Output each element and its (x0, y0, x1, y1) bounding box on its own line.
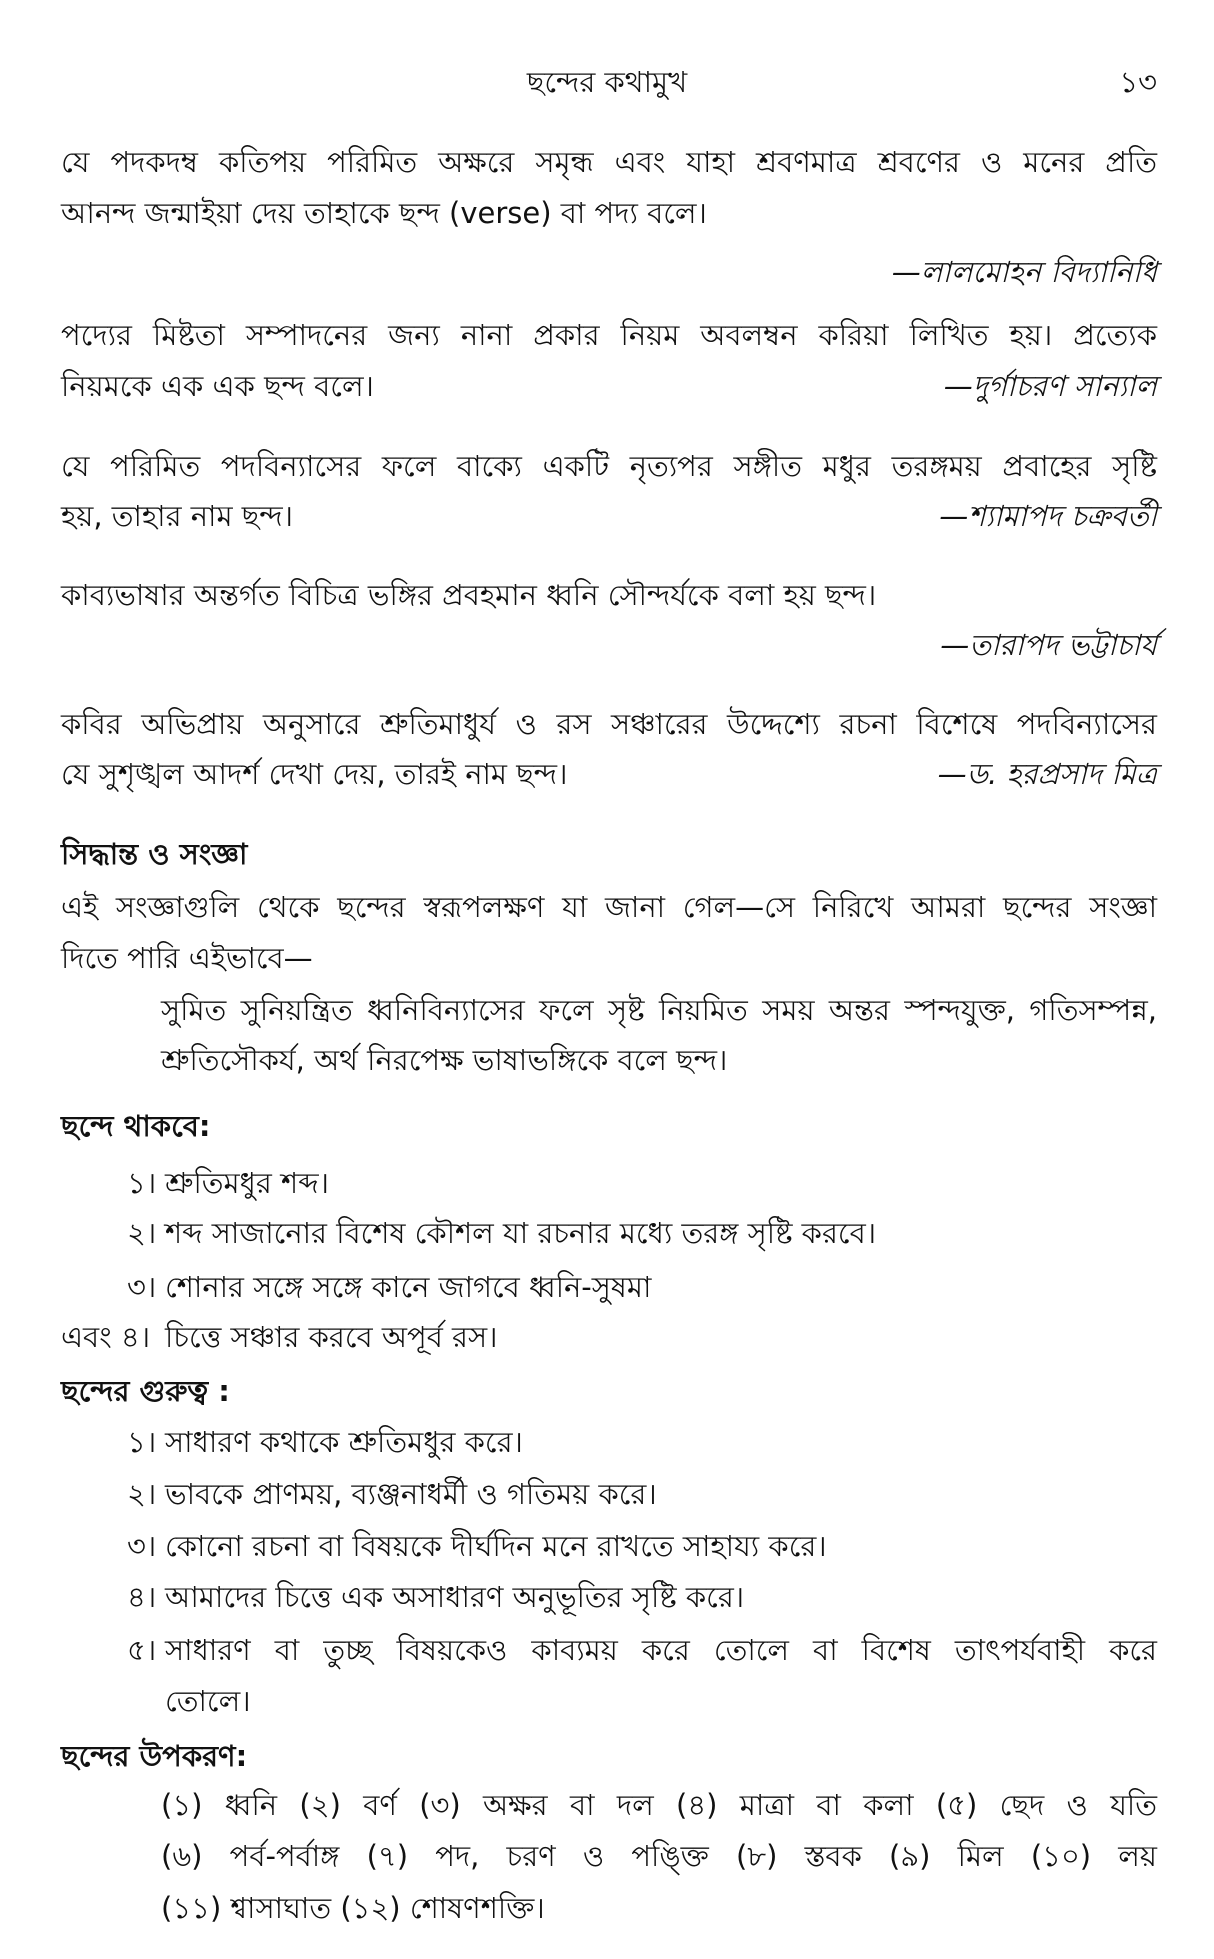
text-line: দিতে পারি এইভাবে— (61, 941, 313, 975)
text-line: এই সংজ্ঞাগুলি থেকে ছন্দের স্বরূপলক্ষণ যা জানা গেল—সে নিরিখে আমরা ছন্দের সংজ্ঞা (61, 890, 1157, 924)
text-line: নিয়মকে এক এক ছন্দ বলে। (61, 369, 374, 403)
running-title: ছন্দের কথামুখ (526, 65, 688, 99)
text-line: আনন্দ জন্মাইয়া দেয় তাহাকে ছন্দ (verse) বা পদ্য বলে। (61, 196, 707, 230)
item-number: ৫। (127, 1633, 157, 1667)
author-attribution: —তারাপদ ভট্টাচার্য (940, 628, 1157, 662)
item-number: ২। (127, 1216, 157, 1250)
item-text: সাধারণ বা তুচ্ছ বিষয়কেও কাব্যময় করে তোলে বা বিশেষ তাৎপর্যবাহী করে (165, 1633, 1157, 1667)
author-attribution: —ড. হরপ্রসাদ মিত্র (937, 757, 1157, 791)
item-number: ৩। (127, 1529, 157, 1563)
section-heading: ছন্দের উপকরণ: (61, 1739, 248, 1773)
page-number: ১৩ (1119, 65, 1157, 99)
text-line: (৬) পর্ব-পর্বাঙ্গ (৭) পদ, চরণ ও পঙ্ক্তি (৮) স্তবক (৯) মিল (১০) লয় (161, 1839, 1157, 1873)
item-text: শোনার সঙ্গে সঙ্গে কানে জাগবে ধ্বনি-সুষমা (165, 1270, 652, 1304)
item-text: ভাবকে প্রাণময়, ব্যঞ্জনাধর্মী ও গতিময় করে। (165, 1477, 657, 1511)
item-number: ১। (127, 1425, 157, 1459)
item-text: আমাদের চিত্তে এক অসাধারণ অনুভূতির সৃষ্টি করে। (165, 1580, 745, 1614)
item-number: ৪। (127, 1580, 157, 1614)
item-text: সাধারণ কথাকে শ্রুতিমধুর করে। (165, 1425, 523, 1459)
definition-line: শ্রুতিসৌকর্য, অর্থ নিরপেক্ষ ভাষাভঙ্গিকে বলে ছন্দ। (161, 1043, 728, 1077)
item-text: চিত্তে সঞ্চার করবে অপূর্ব রস। (165, 1320, 498, 1354)
text-line: যে পদকদম্ব কতিপয় পরিমিত অক্ষরে সমৃন্ধ এবং যাহা শ্রবণমাত্র শ্রবণের ও মনের প্রতি (61, 145, 1157, 179)
author-attribution: —লালমোহন বিদ্যানিধি (891, 255, 1157, 289)
text-line: হয়, তাহার নাম ছন্দ। (61, 499, 293, 533)
item-text: শব্দ সাজানোর বিশেষ কৌশল যা রচনার মধ্যে তরঙ্গ সৃষ্টি করবে। (165, 1216, 877, 1250)
text-line: পদ্যের মিষ্টতা সম্পাদনের জন্য নানা প্রকার নিয়ম অবলম্বন করিয়া লিখিত হয়। প্রত্যেক (61, 318, 1157, 352)
item-number: ২। (127, 1477, 157, 1511)
text-line: (১) ধ্বনি (২) বর্ণ (৩) অক্ষর বা দল (৪) মাত্রা বা কলা (৫) ছেদ ও যতি (161, 1788, 1157, 1822)
section-heading: ছন্দে থাকবে: (61, 1109, 211, 1143)
text-line: যে পরিমিত পদবিন্যাসের ফলে বাক্যে একটি নৃত্যপর সঙ্গীত মধুর তরঙ্গময় প্রবাহের সৃষ্টি (61, 449, 1157, 483)
author-attribution: —শ্যামাপদ চক্রবর্তী (939, 499, 1157, 533)
item-number: ১। (127, 1166, 157, 1200)
author-attribution: —দুর্গাচরণ সান্যাল (943, 369, 1157, 403)
definition-line: সুমিত সুনিয়ন্ত্রিত ধ্বনিবিন্যাসের ফলে সৃষ্ট নিয়মিত সময় অন্তর স্পন্দযুক্ত, গতিসম্পন্ন, (161, 993, 1157, 1027)
text-line: কবির অভিপ্রায় অনুসারে শ্রুতিমাধুর্য ও রস সঞ্চারের উদ্দেশ্যে রচনা বিশেষে পদবিন্যাসের (61, 707, 1157, 741)
text-line: কাব্যভাষার অন্তর্গত বিচিত্র ভঙ্গির প্রবহমান ধ্বনি সৌন্দর্যকে বলা হয় ছন্দ। (61, 578, 877, 612)
section-heading: ছন্দের গুরুত্ব : (61, 1374, 230, 1408)
text-line: যে সুশৃঙ্খল আদর্শ দেখা দেয়, তারই নাম ছন্দ। (61, 757, 568, 791)
item-text-continued: তোলে। (165, 1684, 251, 1718)
item-text: কোনো রচনা বা বিষয়কে দীর্ঘদিন মনে রাখতে সাহায্য করে। (165, 1529, 827, 1563)
section-heading: সিদ্ধান্ত ও সংজ্ঞা (61, 837, 248, 871)
item-number: এবং ৪। (61, 1320, 151, 1354)
item-number: ৩। (127, 1270, 157, 1304)
text-line: (১১) শ্বাসাঘাত (১২) শোষণশক্তি। (161, 1891, 545, 1925)
item-text: শ্রুতিমধুর শব্দ। (165, 1166, 329, 1200)
